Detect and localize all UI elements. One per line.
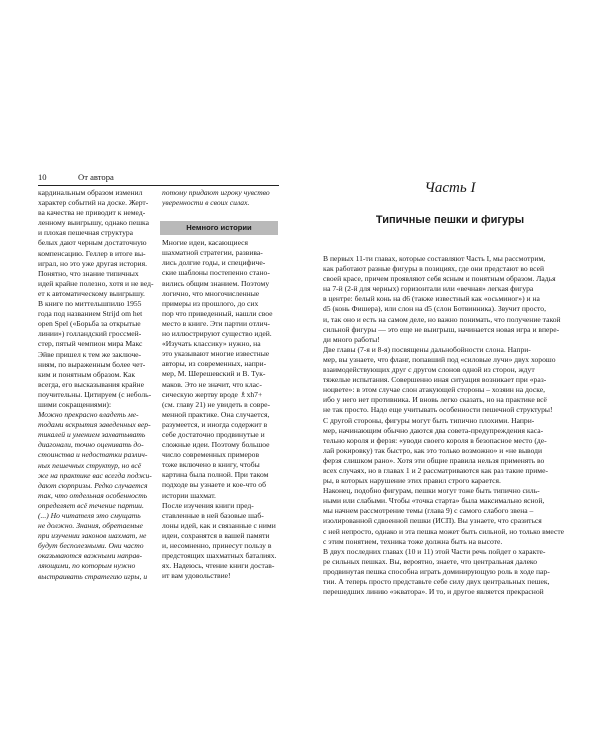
text-line: стоинства и недостатки различ- [38,450,148,460]
text-line: ниям, по выраженным более чет- [38,359,146,369]
text-line: определяет всё течение партии. [38,500,144,510]
text-line: характер событий на доске. Жерт- [38,198,149,208]
text-line: «Изучать классику» нужно, на [162,339,261,349]
text-line: ными или слабыми. Чтобы «точка старта» была максимально ясной, [323,496,545,506]
text-line: диагонали, точно оценивать до- [38,440,144,450]
sidebar-heading: Немного истории [160,221,278,235]
text-line: вились общим знанием. Поэтому [162,278,270,288]
text-line: истории шахмат. [162,490,216,500]
text-line: (см. главу 21) не увидеть в совре- [162,399,271,409]
text-line: шахматной стратегии, развива- [162,248,263,258]
text-line: идей крайне полезно, хотя и не вед- [38,278,154,288]
text-line: авторы, из современных, напри- [162,359,267,369]
right-page [300,0,600,750]
text-line: и плохая пешечная структура [38,228,134,238]
text-line: будут бесполезными. Они часто [38,541,144,551]
text-line: Многие идеи, касающиеся [162,238,249,248]
text-line: ские шаблоны постепенно стано- [162,268,270,278]
page-number: 10 [38,172,47,182]
text-line: не должно. Знания, обретаемые [38,521,143,531]
text-line: После изучения книги пред- [162,500,254,510]
text-line: ры, в которых нарушение этих правил строго карается. [323,476,501,486]
text-line: ферзя слишком рано». Хотя эти общие правила нельзя применять во [323,455,545,465]
text-line: мер, начинающим обычно даются два совета-предупреждения каса- [323,425,544,435]
text-line: тельно короля и ферзя: «уводи своего короля в безопасное место (де- [323,435,547,445]
text-line: и, так оно и есть на самом деле, но важно понимать, что получение такой [323,314,561,324]
text-line: в центре: белый конь на d6 (также известный как «осьминог») и на [323,294,540,304]
text-line: ва качества не приводит к немед- [38,208,146,218]
text-line: лись долгие годы, и специфиче- [162,258,266,268]
text-line: ленному выигрышу, однако пешка [38,218,149,228]
running-head [38,172,278,182]
text-line: дают сюрпризы. Редко случается [38,480,148,490]
text-line: логично, что многочисленные [162,288,260,298]
text-line: (...) Но читателя это смущать [38,511,141,520]
text-line: это указывают многие известные [162,349,270,359]
text-line: ре сильных пешках. Вы, вероятно, знаете, что центральная далеко [323,556,538,566]
text-line: лай рокировку) так быстро, как это только возможно» и «не выводи [323,445,543,455]
text-line: с ней непросто, однако и эта пешка может быть сильной, но только вместе [323,526,565,536]
text-line: уверенности в своих силах. [162,198,250,208]
text-line: компенсацию. Геллер в итоге вы- [38,248,146,258]
text-line: маков. Это не значит, что клас- [162,379,262,389]
text-line: изолированной сдвоенной пешки (ИСП). Вы узнаете, что сразиться [323,516,542,526]
text-line: взаимодействующих друг с другом слонов одной из сторон, ждут [323,365,535,375]
text-line: на 7-й (2-й для черных) горизонтали или «вечная» легкая фигура [323,284,534,294]
text-line: тоже включено в книгу, чтобы [162,460,260,470]
text-line: d5 (конь Фишера), или слон на d5 (слон Ботвинника). Звучит просто, [323,304,546,314]
text-line: идеи, сохранятся в вашей памяти [162,530,270,540]
text-line: С другой стороны, фигуры могут быть типично плохими. Напри- [323,415,535,425]
text-line: примеры из прошлого, до сих [162,298,259,308]
text-line: оказываются важными направ- [38,551,143,561]
text-line: себе достаточно продвинутые и [162,429,265,439]
right-body-text [323,254,575,597]
text-line: Можно прекрасно владеть ме- [38,410,139,420]
text-line: место в книге. Эти партии отлич- [162,318,270,328]
text-line: же на практике вас всегда поджи- [38,470,152,480]
text-line: как работают разные фигуры в позициях, где они предстают во всей [323,264,545,274]
text-line: ях. Надеюсь, чтение книги достав- [162,561,275,571]
text-line: тии. А теперь просто представьте себе силу двух центральных пешек, [323,577,550,586]
text-line: ди много работы! [323,334,380,344]
text-line: тяжелые испытания. Совершенно иная ситуация возникает при «раз- [323,375,547,385]
text-line: всегда, его высказывания крайне [38,379,144,389]
text-line: ит вам удовольствие! [162,571,231,581]
text-line: лоны идей, как и связанные с ними [162,520,276,530]
text-line: потому придают игроку чувство [162,188,270,197]
text-line: число современных примеров [162,450,260,460]
left-column-2 [162,188,280,581]
text-line: продвинутая пешка способна играть доминирующую роль в ходе пар- [323,566,550,576]
text-line: В двух последних главах (10 и 11) этой Части речь пойдет о характе- [323,546,546,556]
text-line: перешедших линию «экватора». И то, и другое является прекрасной [323,587,544,597]
text-line: сильной фигуры — это еще не выигрыш, начинается новая игра и впере- [323,324,560,334]
text-line: пор что приведенный, нашли свое [162,308,273,318]
text-line: мы начнем рассмотрение темы (глава 9) с самого слабого звена – [323,506,534,516]
text-line: Понятно, что знание типичных [38,268,139,278]
text-line: поучительны. Цитируем (с неболь- [38,389,152,399]
text-line: и, несомненно, принесут пользу в [162,541,272,550]
text-line: тодами вскрытия заведенных вер- [38,420,151,430]
text-line: В книге по миттельшпилю 1955 [38,299,142,309]
text-line: ляющими, по которым нужно [38,561,136,571]
text-line: мер, М. Шерешевский и В. Тук- [162,369,266,379]
text-line: Эйве пришел к тем же заключе- [38,349,142,359]
text-line: играл, но это уже другая история. [38,258,147,268]
text-line: менной практике. Она случается, [162,409,270,419]
text-line: ким и понятным образом. Как [38,369,136,379]
text-line: шими сокращениями): [38,399,112,409]
text-line: В первых 11-ти главах, которые составляют Часть I, мы рассмотрим, [323,254,546,263]
text-line: подходе вы узнаете и кое-что об [162,480,266,490]
chapter-title: Типичные пешки и фигуры [375,214,525,226]
text-line: open Spel («Борьба за открытые [38,319,141,329]
text-line: Две главы (7-я и 8-я) посвящены дальнобойности слона. Напри- [323,344,531,354]
text-line: белых дают черным достаточную [38,238,147,248]
header-rule [38,185,279,186]
text-line: всех случаях, но в главах 1 и 2 рассматриваются как раз такие приме- [323,465,548,475]
text-line: линии») голландский гроссмей- [38,329,142,339]
text-line: ибо у него нет противника. И вновь легко сказать, но на практике всё [323,395,547,405]
part-title: Часть I [424,180,476,196]
text-line: стер, пятый чемпион мира Макс [38,339,143,349]
text-line: тикалей и умением захватывать [38,430,146,440]
text-line: но иллюстрируют существо идей. [162,329,272,339]
text-line: так, что отдельная особенность [38,490,148,500]
text-line: ет к автоматическому выигрышу. [38,288,145,298]
running-title: От автора [78,172,114,182]
text-line: сложные идеи. Поэтому большое [162,440,270,450]
text-line: с этим понятием, техника тоже должна быть на высоте. [323,536,503,546]
text-line: своей красе, причем проявляют себя ясным и понятным образом. Ладья [323,274,556,284]
text-line: ных пешечных структур, но всё [38,460,142,470]
text-line: предстоящих шахматных баталиях. [162,551,277,561]
text-line: не так просто. Надо еще учитывать особенности пешечной структуры! [323,405,553,415]
text-line: при изучении законов шахмат, не [38,531,147,541]
text-line: Наконец, подобно фигурам, пешки могут тоже быть типично силь- [323,486,540,496]
text-line: выстраивать стратегию игры, и [38,571,148,581]
text-line: кардинальным образом изменил [38,188,143,197]
text-line: сическую жертву вроде ♗xh7+ [162,389,263,399]
text-line: разумеется, и иногда содержит в [162,419,268,429]
text-line: ставленные в ней базовые шаб- [162,510,264,520]
text-line: ноцвете»: в этом случае слон атакующей стороны – хозяин на доске, [323,385,546,395]
text-line: мер, вы узнаете, что фланг, попавший под «силовые лучи» двух хорошо [323,354,556,364]
text-line: года под названием Strijd om het [38,309,143,319]
text-line: картина была полной. При таком [162,470,269,480]
left-column-1 [38,188,156,582]
